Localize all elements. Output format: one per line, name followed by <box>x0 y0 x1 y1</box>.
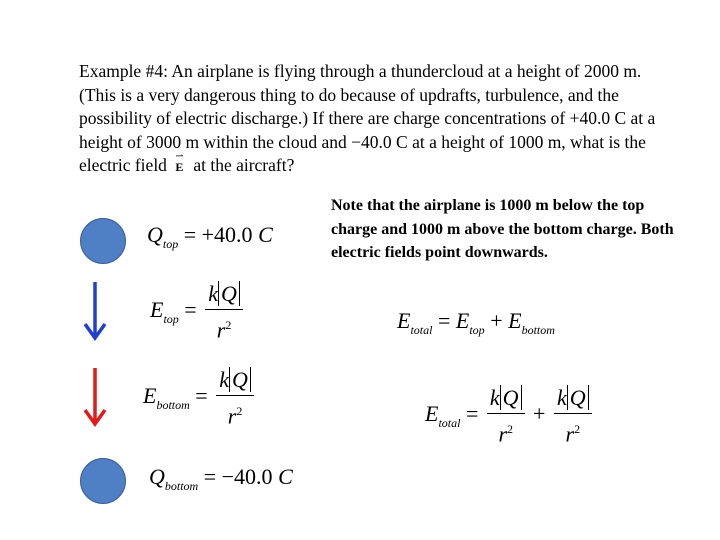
equals-sign: = <box>465 401 479 427</box>
e-total-fraction-equation <box>425 383 595 449</box>
r-symbol: r <box>216 317 226 343</box>
e-subscript: total <box>438 416 461 431</box>
plus-sign: + <box>490 308 503 333</box>
q-unit: C <box>278 464 293 489</box>
q-subscript: top <box>162 237 179 251</box>
e-total-sum-equation <box>397 308 555 338</box>
e-subscript: total <box>410 323 433 337</box>
k-constant: k <box>219 367 229 392</box>
r-exponent: 2 <box>574 422 581 436</box>
q-subscript: bottom <box>164 479 199 493</box>
fraction-denominator <box>498 414 513 449</box>
r-symbol: r <box>227 403 237 429</box>
q-unit: C <box>258 222 273 247</box>
r-symbol: r <box>565 421 575 447</box>
q-symbol: Q <box>147 222 163 247</box>
problem-text: Example #4: An airplane is flying through a thundercloud at a height of 2000 m. (This is a very dangerous thing to do because of updrafts, turbulence, and the possibility of electric discharge.) If there are charge concentrations of +40.0 C at a height of 3000 m within the cloud and −40.0 C at a height of 1000 m, what is the electric field <box>79 61 656 176</box>
fraction-numerator <box>554 383 592 414</box>
top-charge-icon <box>80 218 126 264</box>
electric-field-vector-symbol <box>175 151 184 180</box>
term2-symbol: E <box>508 308 522 333</box>
fraction-numerator <box>216 365 254 396</box>
e-symbol: E <box>397 308 411 333</box>
plus-sign: + <box>533 401 546 427</box>
k-constant: k <box>208 281 218 306</box>
bottom-charge-icon <box>80 458 126 504</box>
r-exponent: 2 <box>236 404 243 418</box>
charge-magnitude: Q <box>567 385 589 410</box>
equals-sign: = <box>195 383 208 409</box>
bottom-field-down-arrow-icon <box>84 368 110 428</box>
e-symbol: E <box>143 383 157 409</box>
r-exponent: 2 <box>225 318 232 332</box>
coulomb-fraction <box>205 279 243 345</box>
k-constant: k <box>489 385 500 410</box>
e-subscript: top <box>163 312 179 327</box>
fraction-denominator <box>566 414 581 449</box>
e-symbol: E <box>425 401 439 427</box>
charge-magnitude: Q <box>218 281 240 306</box>
equals-sign: = <box>437 308 451 333</box>
r-exponent: 2 <box>507 422 513 436</box>
fraction-denominator <box>228 396 243 431</box>
e-top-equation <box>150 279 246 345</box>
k-constant: k <box>556 385 567 410</box>
top-field-down-arrow-icon <box>84 282 110 342</box>
q-value: = +40.0 <box>183 222 253 247</box>
charge-magnitude: Q <box>500 385 522 410</box>
term1-symbol: E <box>455 308 470 333</box>
coulomb-fraction <box>216 365 254 431</box>
coulomb-fraction-bottom <box>554 383 592 449</box>
e-bottom-equation <box>143 365 257 431</box>
term2-subscript: bottom <box>521 323 555 337</box>
q-top-equation <box>147 222 273 252</box>
note-text: Note that the airplane is 1000 m below the top charge and 1000 m above the bottom charge. Both electric fields point downwards. <box>331 197 674 262</box>
charge-magnitude: Q <box>229 367 251 392</box>
q-bottom-equation <box>149 464 293 494</box>
coulomb-fraction-top <box>487 383 525 449</box>
fraction-numerator <box>205 279 243 310</box>
equals-sign: = <box>184 297 197 323</box>
r-symbol: r <box>498 421 507 447</box>
term1-subscript: top <box>469 323 485 337</box>
q-value: = −40.0 <box>203 464 273 489</box>
problem-text-end: at the aircraft? <box>193 155 295 176</box>
vector-arrow-mark: ⇀ <box>175 151 184 163</box>
e-symbol: E <box>150 297 164 323</box>
e-subscript: bottom <box>156 398 190 413</box>
vector-letter: E <box>175 160 184 175</box>
fraction-numerator <box>487 383 525 414</box>
q-symbol: Q <box>149 464 165 489</box>
problem-statement <box>79 60 679 180</box>
fraction-denominator <box>217 310 232 345</box>
